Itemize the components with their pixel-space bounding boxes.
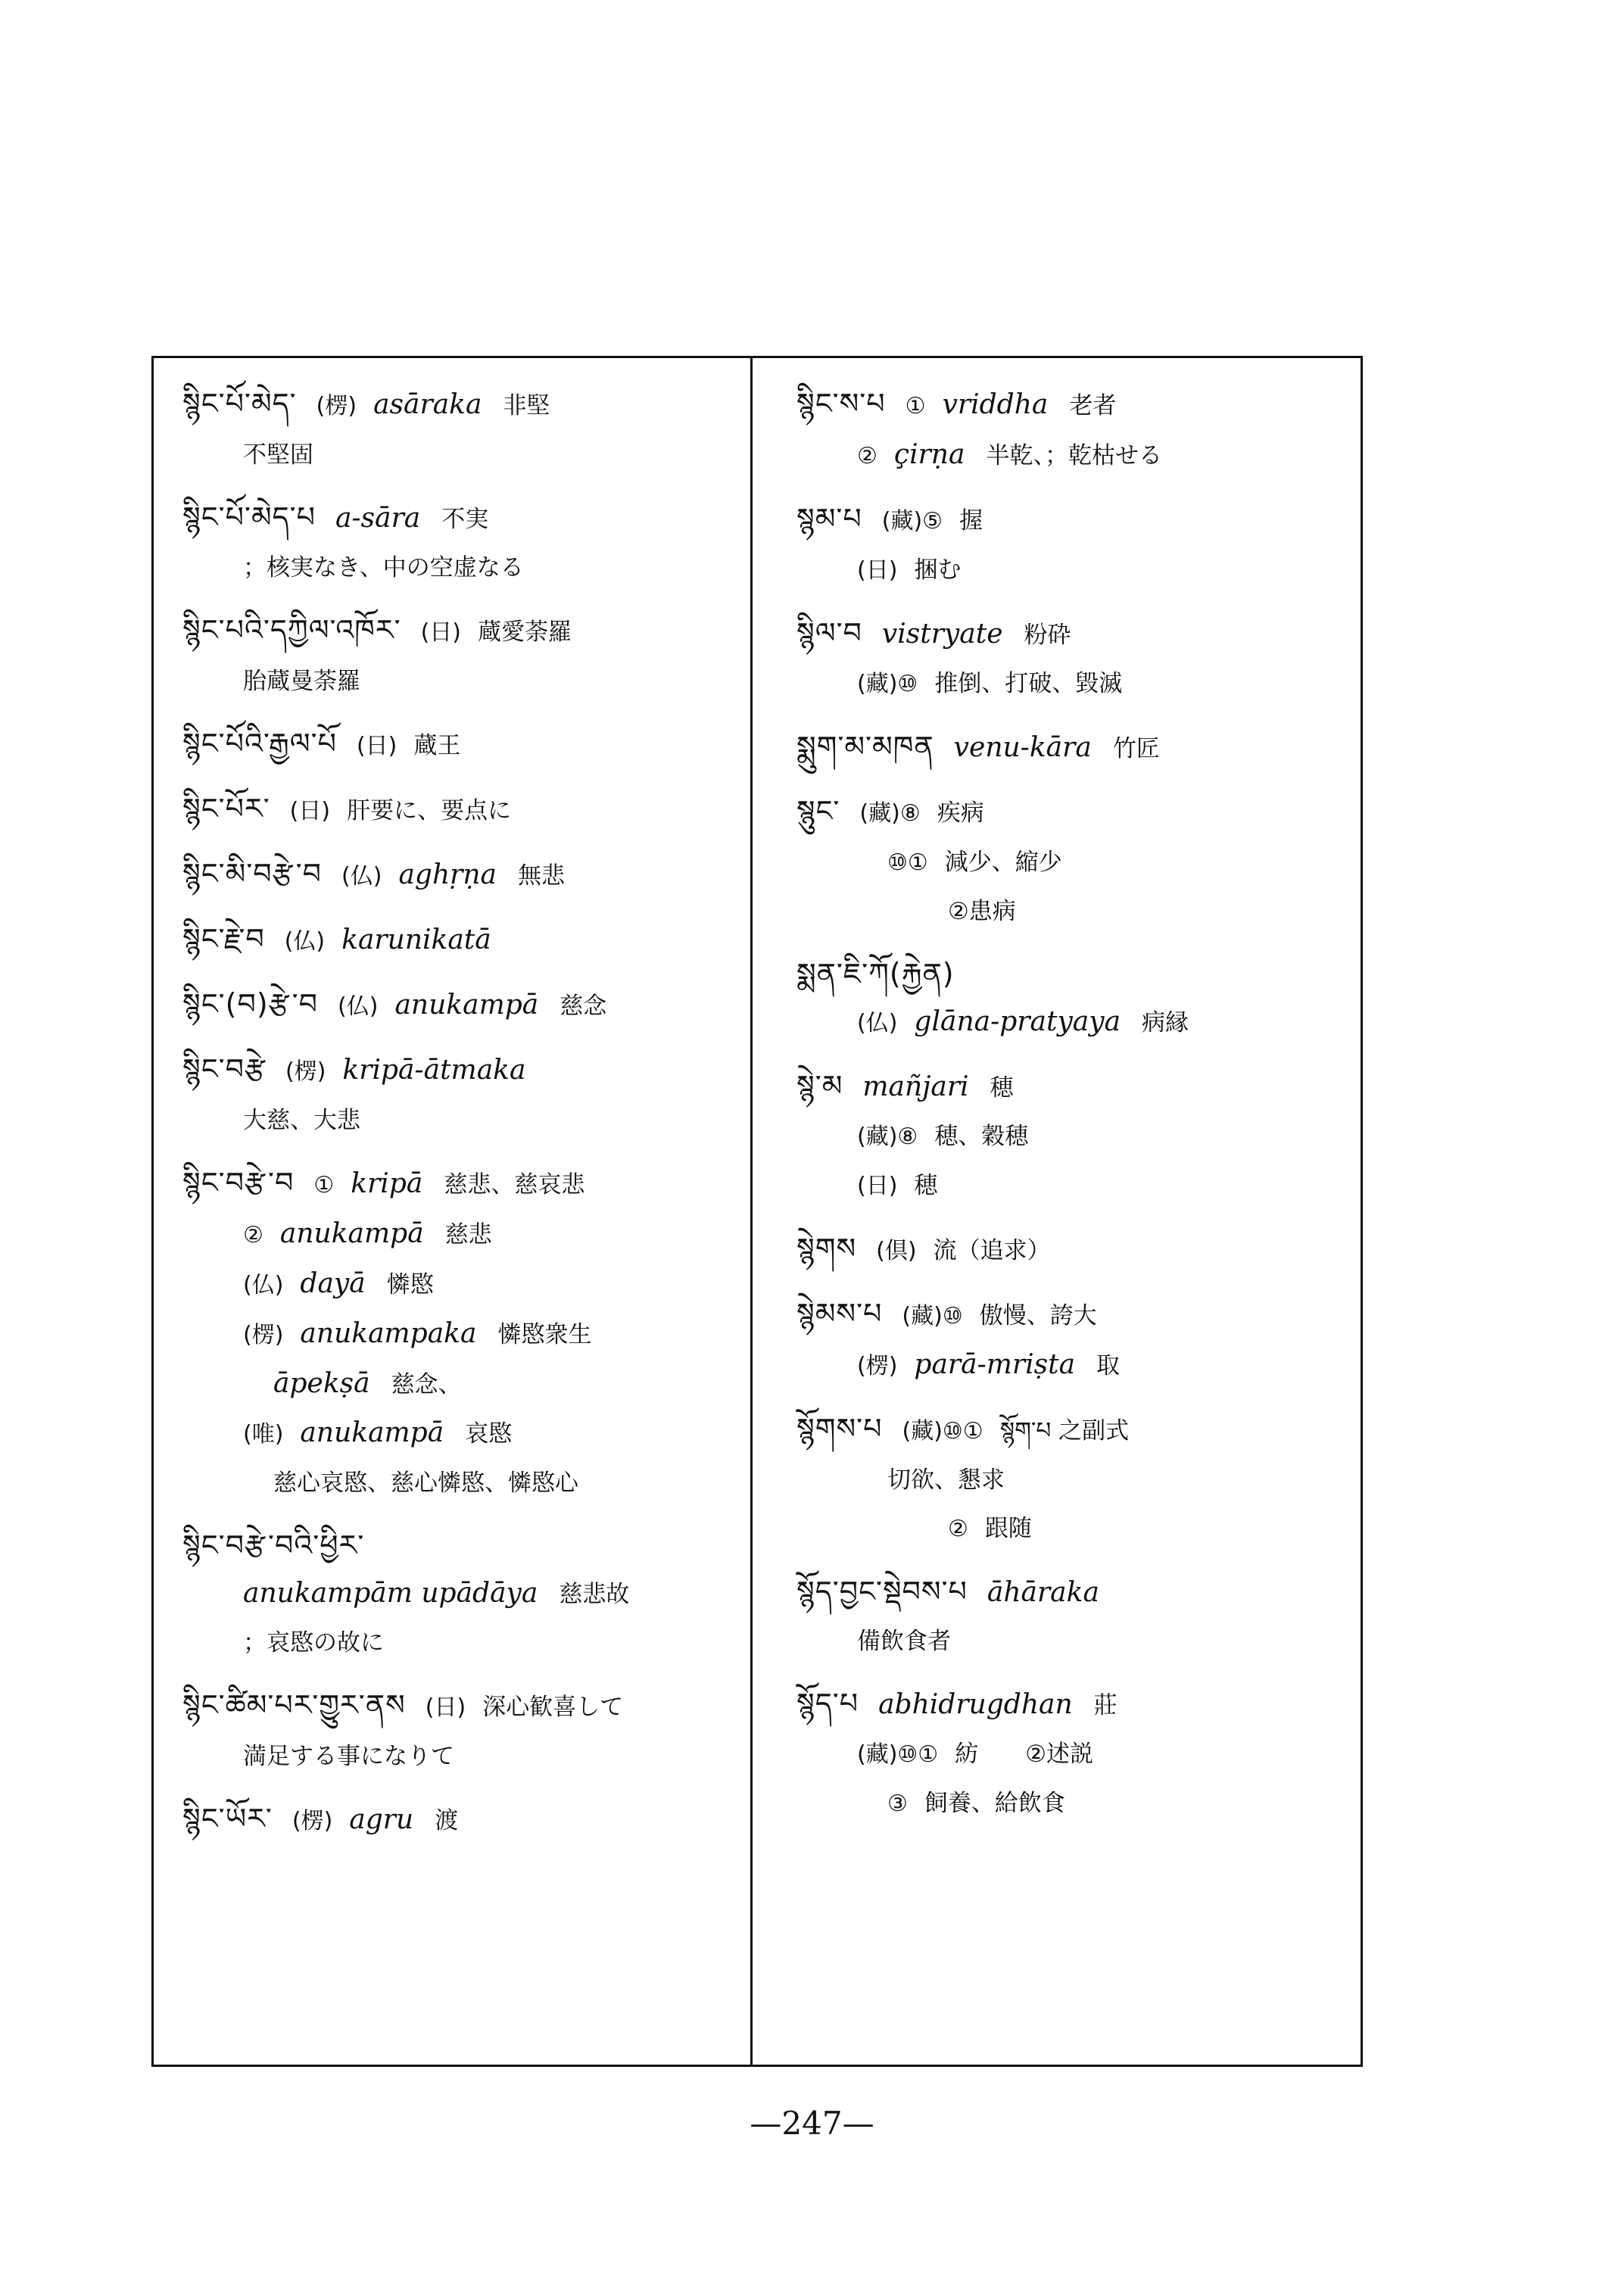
dictionary-entry [182,1158,743,1507]
romanized-term: anukampā [279,1218,424,1249]
romanized-term: çirṇa [893,439,965,470]
entry-line [182,1681,743,1732]
source-marker: (藏)⑤ [881,508,943,535]
japanese-gloss: ；哀愍の故に [243,1629,384,1657]
japanese-gloss: 深心歓喜して [482,1694,624,1721]
source-marker: (楞) [291,1808,333,1834]
entry-line [182,784,743,836]
entry-line [182,1521,743,1569]
japanese-gloss: 憐愍衆生 [497,1321,592,1348]
romanized-term: anukampaka [300,1318,477,1349]
tibetan-headword: སྙིང་བརྩེ་བ [182,1166,295,1199]
entry-line [796,1779,1355,1828]
dictionary-entry [796,787,1355,936]
romanized-term: aghṛṇa [398,859,497,890]
romanized-term: vistryate [881,619,1003,650]
tibetan-headword: སྙིང་པའི་དཀྱིལ་འཁོར་ [182,613,401,647]
japanese-gloss: 満足する事になりて [243,1743,454,1770]
source-marker: ⑩① [887,849,928,876]
source-marker: (楞) [316,393,357,419]
source-marker: (日) [857,557,898,584]
entry-line [796,494,1355,546]
tibetan-headword: སྙིང་པོ་མེད་པ [182,500,316,534]
japanese-gloss: ；核実なき、中の空虚なる [243,554,524,581]
dictionary-entry [182,784,743,836]
tibetan-headword: སྙམ་པ [796,502,862,535]
japanese-gloss: 傲慢、誇大 [979,1302,1097,1329]
japanese-gloss: 切欲、懇求 [887,1466,1005,1494]
romanized-term: parā-mriṣta [914,1349,1076,1380]
japanese-gloss: 握 [959,507,983,535]
entry-line [796,1112,1355,1161]
tibetan-headword: སྨན་ཇི་ཀོ(རྐྱེན) [796,957,955,990]
tibetan-headword: སྙོད་བྱང་སྡེབས་པ [796,1575,968,1608]
tibetan-headword: སྙིང་ས་པ [796,387,886,420]
dictionary-entry [182,1681,743,1781]
tibetan-headword: སྨུག་མ་མཁན [796,730,934,763]
entry-line [182,1360,743,1409]
tibetan-headword: སྙིང་རྗེ་བ [182,922,265,955]
tibetan-headword: སྙིང་(བ)རྩེ་བ [182,987,319,1021]
dictionary-entry [796,1061,1355,1211]
tibetan-headword: སྙོད་པ [796,1687,859,1720]
source-marker: (藏)⑧ [859,800,921,827]
entry-line [182,1409,743,1459]
dictionary-entry [182,1045,743,1145]
entry-line [182,1732,743,1781]
entry-line [182,915,743,966]
dictionary-entry [796,722,1355,773]
japanese-gloss: 竹匠 [1112,735,1160,762]
dictionary-entry [182,915,743,966]
entry-line [796,998,1355,1048]
romanized-term: kripā-ātmaka [342,1055,526,1086]
romanized-term: āpekṣā [273,1368,370,1399]
entry-line [796,1617,1355,1666]
source-marker: (日) [420,619,461,646]
source-marker: (日) [289,798,331,824]
entry-line [796,431,1355,481]
tibetan-headword: སྙིང་བརྩེ [182,1052,266,1086]
entry-line [182,1260,743,1310]
japanese-gloss: 胎蔵曼荼羅 [243,668,360,695]
tibetan-headword: སྙིང་པོར་ [182,792,270,825]
dictionary-entry [796,1404,1355,1554]
entry-line [182,719,743,771]
entry-line [182,544,743,592]
entry-line [796,1224,1355,1276]
japanese-gloss: 捆む [914,556,962,584]
source-marker: (楞) [243,1322,284,1348]
page-number: —247— [750,2105,874,2142]
romanized-term: mañjari [862,1071,969,1102]
japanese-gloss: 疾病 [937,799,984,827]
entry-line [182,379,743,431]
source-marker: ① [905,393,926,419]
entry-line [796,1061,1355,1112]
japanese-gloss: 減少、縮少 [944,849,1062,876]
entry-line [796,1679,1355,1730]
japanese-gloss: 穂、穀穂 [934,1123,1029,1150]
entry-line [182,980,743,1031]
japanese-gloss: 肝要に、要点に [347,797,512,824]
source-marker: (藏)⑩ [857,671,918,697]
romanized-term: asāraka [373,389,482,420]
tibetan-headword: སྙིང་ཡོར་ [182,1802,273,1835]
entry-line [182,1158,743,1210]
dictionary-entry [796,949,1355,1048]
japanese-gloss: 慈念、 [391,1371,462,1398]
entry-line [796,887,1355,936]
japanese-gloss: 非堅 [503,392,550,419]
japanese-gloss: 紡 ②述説 [955,1741,1093,1768]
japanese-gloss: 憐愍 [386,1271,434,1298]
right-column [753,358,1363,2065]
dictionary-entry [796,379,1355,481]
japanese-gloss: 不堅固 [243,441,313,469]
romanized-term: a-sāra [335,503,421,534]
source-marker: (藏)⑧ [857,1124,918,1150]
japanese-gloss: ②患病 [948,898,1016,925]
source-marker: ③ [887,1791,908,1817]
japanese-gloss: 慈心哀愍、慈心憐愍、憐愍心 [273,1470,578,1497]
japanese-gloss: 慈悲 [444,1221,492,1248]
japanese-gloss: 穂 [990,1074,1014,1102]
entry-line [182,849,743,901]
source-marker: (仏) [341,863,382,890]
japanese-gloss: 流（追求） [933,1237,1051,1264]
tibetan-headword: སྙིང་མི་བརྩེ་བ [182,857,323,890]
entry-line [182,1619,743,1667]
japanese-gloss: 慈悲故 [559,1581,630,1608]
entry-line [796,379,1355,431]
source-marker: (藏)⑩ [902,1303,963,1329]
dictionary-entry [182,606,743,706]
japanese-gloss: 病縁 [1142,1009,1189,1036]
japanese-gloss: 粉砕 [1024,622,1071,649]
japanese-gloss: 無悲 [518,862,566,890]
tibetan-headword: སྙོགས་པ [796,1412,883,1445]
dictionary-entry [182,849,743,901]
entry-line [796,609,1355,659]
tibetan-headword: སྙེམས་པ [796,1297,883,1330]
japanese-gloss: 備飲食者 [857,1628,951,1655]
source-marker: (藏)⑩① [902,1418,983,1445]
tibetan-headword: སྙིང་བརྩེ་བའི་ཕྱིར་ [182,1529,365,1562]
japanese-gloss: 穂 [914,1172,938,1199]
entry-line [182,1569,743,1619]
entry-line [182,1459,743,1507]
romanized-term: karunikatā [341,924,491,955]
source-marker: ② [857,443,877,469]
entry-line [182,1045,743,1096]
entry-line [796,1161,1355,1211]
tibetan-headword: སྙུང་ [796,794,840,828]
japanese-gloss: 推倒、打破、毀滅 [934,670,1123,697]
dictionary-entry [796,1567,1355,1666]
japanese-gloss: 飼養、給飲食 [924,1790,1065,1817]
entry-line [182,1310,743,1360]
tibetan-headword: སྙིང་པོ་མེད་ [182,387,297,420]
japanese-gloss: 莊 [1093,1692,1117,1719]
source-marker: (日) [356,733,397,759]
entry-line [796,722,1355,773]
entry-line [796,1730,1355,1779]
source-marker: (日) [857,1173,898,1199]
entry-line [182,1096,743,1145]
entry-line [796,1404,1355,1456]
romanized-term: āhāraka [987,1577,1099,1608]
dictionary-page-frame [151,356,1363,2067]
entry-line [796,1504,1355,1554]
entry-line [796,838,1355,887]
entry-line [796,1456,1355,1504]
source-marker: ② [948,1516,968,1542]
dictionary-entry [182,493,743,592]
dictionary-entry [182,1521,743,1667]
romanized-term: kripā [351,1168,423,1199]
entry-line [796,949,1355,998]
dictionary-entry [796,1289,1355,1391]
entry-line [796,1567,1355,1617]
source-marker: (唯) [243,1421,284,1448]
source-marker: (倶) [876,1238,917,1264]
tibetan-headword: སྙེ་མ [796,1069,843,1102]
source-marker: (仏) [857,1010,898,1036]
entry-line [796,1289,1355,1341]
romanized-term: anukampā [300,1417,444,1448]
japanese-gloss: 大慈、大悲 [243,1107,360,1134]
romanized-term: vriddha [942,389,1049,420]
source-marker: ② [243,1222,263,1248]
entry-line [796,546,1355,595]
tibetan-headword: སྙིང་ཚིམ་པར་གྱུར་ནས [182,1688,406,1722]
source-marker: (藏)⑩① [857,1741,939,1768]
entry-line [182,431,743,479]
source-marker: ① [313,1172,335,1198]
dictionary-entry [182,719,743,771]
source-marker: (楞) [285,1058,326,1085]
source-marker: (仏) [284,928,326,955]
entry-line [182,1210,743,1260]
source-marker: (仏) [243,1272,284,1298]
tibetan-headword: སྙེགས [796,1232,857,1265]
japanese-gloss: 老者 [1069,392,1117,419]
dictionary-entry [796,494,1355,595]
romanized-term: venu-kāra [953,732,1092,763]
japanese-gloss: 哀愍 [465,1420,513,1448]
entry-line [796,659,1355,709]
romanized-term: agru [349,1804,414,1835]
entry-line [182,493,743,544]
romanized-term: dayā [300,1268,366,1299]
romanized-term: anukampām upādāya [243,1578,538,1609]
source-marker: (仏) [338,993,379,1020]
japanese-gloss: 蔵王 [413,732,461,759]
entry-line [182,606,743,657]
japanese-gloss: 跟随 [984,1515,1032,1542]
entry-line [182,657,743,706]
dictionary-entry [182,379,743,479]
japanese-gloss: 蔵愛荼羅 [477,619,572,646]
tibetan-headword: སྙིང་པོའི་རྒྱལ་པོ [182,727,337,760]
entry-line [182,1794,743,1846]
dictionary-entry [182,980,743,1031]
japanese-gloss: 不実 [441,506,489,533]
japanese-gloss: 慈念 [560,993,607,1020]
japanese-gloss: 取 [1096,1352,1121,1379]
source-marker: (日) [425,1694,466,1721]
source-marker: (楞) [857,1353,898,1379]
dictionary-entry [796,1679,1355,1828]
romanized-term: anukampā [394,990,539,1021]
left-column [154,358,750,2065]
dictionary-entry [796,609,1355,709]
japanese-gloss: 慈悲、慈哀悲 [444,1171,585,1198]
japanese-gloss: 渡 [435,1807,459,1834]
tibetan-headword: སྙིལ་བ [796,616,862,650]
entry-line [796,1341,1355,1391]
romanized-term: glāna-pratyaya [914,1006,1121,1037]
entry-line [796,787,1355,838]
dictionary-entry [796,1224,1355,1276]
romanized-term: abhidrugdhan [878,1689,1073,1720]
japanese-gloss: 半乾、；乾枯せる [986,442,1162,469]
dictionary-entry [182,1794,743,1846]
japanese-gloss: སྙོག་པ 之副式 [999,1417,1130,1445]
